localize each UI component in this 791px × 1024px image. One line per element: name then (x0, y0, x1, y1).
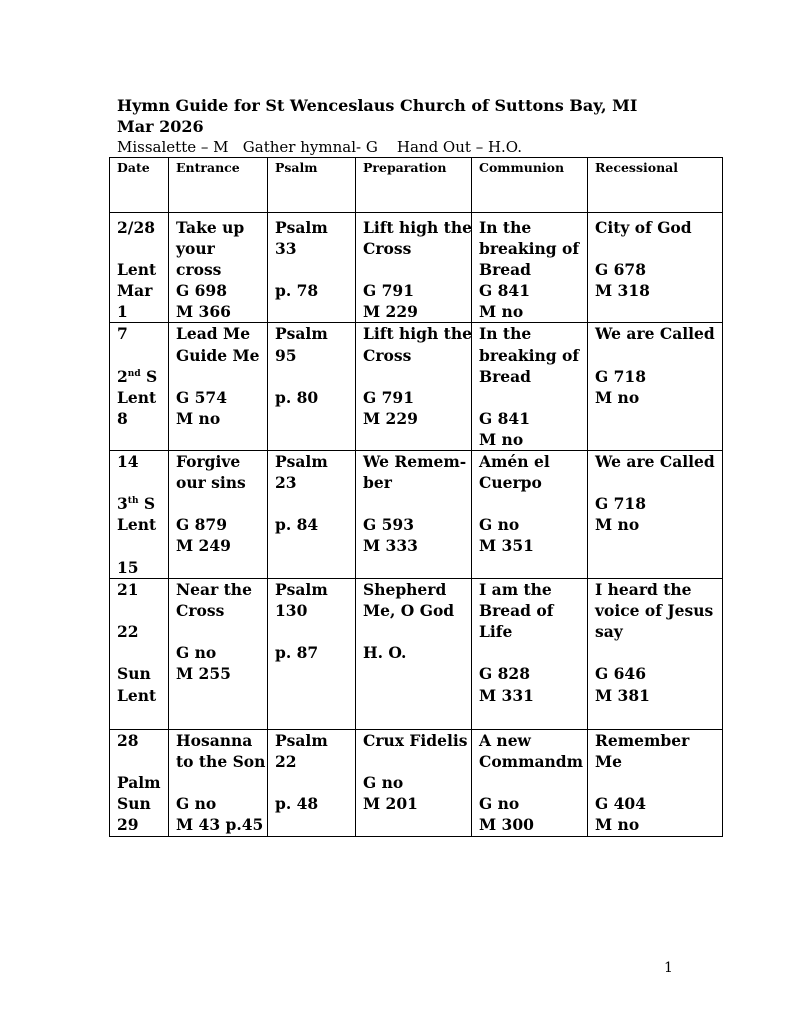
cell-line: H. O. (363, 643, 407, 663)
cell-line: M 229 (363, 408, 418, 428)
cell-line: Bread (479, 366, 532, 386)
ordinal-suffix: nd (127, 368, 141, 379)
cell-line: 14 (117, 452, 139, 472)
cell-line: Lift high the (363, 324, 472, 344)
cell-line: Amén el (479, 452, 550, 472)
ordinal-rest: S (138, 494, 156, 514)
cell-line: 22 (117, 622, 139, 642)
cell-line (363, 366, 471, 387)
cell-line: Take up (176, 218, 245, 237)
cell-line: ber (363, 473, 392, 493)
hymn-table (109, 157, 723, 837)
cell-line: Bread (479, 260, 532, 280)
cell-line: Forgive (176, 452, 241, 472)
cell-line: M no (176, 408, 221, 428)
communion-cell (472, 730, 588, 837)
ordinal-number: 3 (117, 494, 128, 514)
column-header-date: Date (110, 158, 169, 213)
entrance-cell (169, 730, 268, 837)
cell-line: p. 80 (275, 387, 319, 407)
cell-line (117, 600, 168, 621)
cell-line: Sun (117, 664, 151, 684)
cell-line: G 646 (595, 664, 646, 684)
cell-line: M 318 (595, 281, 650, 301)
psalm-cell (268, 451, 356, 579)
column-header-recessional: Recessional (588, 158, 723, 213)
cell-line: G 698 (176, 281, 227, 301)
cell-line: your (176, 239, 215, 259)
cell-line: to the Son (176, 752, 266, 772)
table-row (110, 323, 723, 451)
cell-line: 130 (275, 601, 308, 621)
cell-line: G no (176, 643, 217, 663)
cell-line (363, 751, 471, 772)
cell-line: In the (479, 218, 532, 237)
cell-line: 29 (117, 815, 139, 835)
cell-line (479, 772, 587, 793)
column-header-communion: Communion (472, 158, 588, 213)
sunday-ordinal (117, 366, 168, 387)
psalm-cell (268, 213, 356, 323)
cell-line: cross (176, 260, 222, 280)
table-header-row (110, 158, 723, 213)
cell-line: breaking of (479, 345, 580, 365)
date-cell (110, 730, 169, 837)
cell-line: I am the (479, 580, 552, 600)
cell-line: 28 (117, 731, 139, 751)
psalm-cell (268, 323, 356, 451)
cell-line (117, 345, 168, 366)
recessional-cell (588, 451, 723, 579)
table-row (110, 579, 723, 730)
cell-line (479, 642, 587, 663)
cell-line: Me, O God (363, 601, 455, 621)
cell-line: M no (479, 429, 524, 449)
hymnal-legend: Missalette – M Gather hymnal- G Hand Out – H.O. (117, 138, 522, 156)
cell-line: I heard the (595, 580, 692, 600)
communion-cell (472, 323, 588, 451)
cell-line (479, 493, 587, 514)
cell-line: Life (479, 622, 513, 642)
date-cell (110, 323, 169, 451)
communion-cell (472, 579, 588, 730)
cell-line: Bread of (479, 601, 554, 621)
cell-line: 21 (117, 580, 139, 600)
cell-line: A new (479, 731, 531, 751)
cell-line: Lent (117, 685, 157, 705)
cell-line: M no (595, 387, 640, 407)
cell-line: City of God (595, 218, 692, 237)
cell-line (363, 621, 471, 642)
cell-line: G no (363, 773, 404, 793)
cell-line (363, 259, 471, 280)
cell-line: M 255 (176, 664, 231, 684)
cell-line: G no (479, 794, 520, 814)
cell-line: M 300 (479, 815, 534, 835)
entrance-cell (169, 579, 268, 730)
psalm-cell (268, 730, 356, 837)
table-row (110, 451, 723, 579)
cell-line: Me (595, 752, 623, 772)
date-cell (110, 213, 169, 323)
cell-line: Crux Fidelis (363, 731, 468, 751)
communion-cell (472, 451, 588, 579)
cell-line: Cross (176, 601, 225, 621)
cell-line: Guide Me (176, 345, 260, 365)
cell-line: Shepherd (363, 580, 447, 600)
cell-line: G 404 (595, 794, 646, 814)
cell-line: G 718 (595, 366, 646, 386)
entrance-cell (169, 213, 268, 323)
cell-line: Commandm (479, 752, 584, 772)
column-header-psalm: Psalm (268, 158, 356, 213)
cell-line: M 366 (176, 302, 231, 322)
cell-line: G 791 (363, 387, 414, 407)
sunday-ordinal (117, 493, 168, 514)
cell-line: G 678 (595, 260, 646, 280)
preparation-cell (356, 213, 472, 323)
cell-line: In the (479, 324, 532, 344)
cell-line: Psalm (275, 324, 328, 344)
date-cell (110, 579, 169, 730)
column-header-preparation: Preparation (356, 158, 472, 213)
cell-line: 1 (117, 302, 128, 322)
cell-line (275, 493, 355, 514)
cell-line: 7 (117, 324, 128, 344)
cell-line: Cuerpo (479, 473, 542, 493)
cell-line: 22 (275, 752, 297, 772)
cell-line: p. 87 (275, 643, 319, 663)
recessional-cell (588, 730, 723, 837)
date-cell (110, 451, 169, 579)
cell-line: 8 (117, 408, 128, 428)
ordinal-rest: S (140, 366, 158, 386)
cell-line (363, 493, 471, 514)
cell-line: Psalm (275, 731, 328, 751)
cell-line: G no (479, 515, 520, 535)
cell-line: Palm (117, 773, 161, 793)
cell-line (275, 366, 355, 387)
cell-line: G 791 (363, 281, 414, 301)
cell-line (176, 772, 267, 793)
communion-cell (472, 213, 588, 323)
cell-line: Remember (595, 731, 690, 751)
cell-line: M no (479, 302, 524, 322)
cell-line: We are Called (595, 324, 715, 344)
cell-line: Cross (363, 345, 412, 365)
cell-line: M 201 (363, 794, 418, 814)
cell-line (595, 472, 722, 493)
cell-line: Mar (117, 281, 153, 301)
entrance-cell (169, 451, 268, 579)
cell-line: Sun (117, 794, 151, 814)
cell-line (479, 387, 587, 408)
cell-line: Psalm (275, 580, 328, 600)
document-date: Mar 2026 (117, 117, 204, 136)
preparation-cell (356, 323, 472, 451)
cell-line: G 879 (176, 515, 227, 535)
preparation-cell (356, 451, 472, 579)
cell-line: 33 (275, 239, 297, 259)
cell-line: Lent (117, 515, 157, 535)
cell-line (117, 751, 168, 772)
cell-line: G no (176, 794, 217, 814)
cell-line: G 718 (595, 494, 646, 514)
cell-line (275, 259, 355, 280)
cell-line: M 351 (479, 536, 534, 556)
preparation-cell (356, 579, 472, 730)
cell-line: Lent (117, 260, 157, 280)
cell-line: 95 (275, 345, 297, 365)
cell-line (117, 238, 168, 259)
cell-line (117, 642, 168, 663)
cell-line: voice of Jesus (595, 601, 714, 621)
ordinal-number: 2 (117, 366, 128, 386)
cell-line (275, 772, 355, 793)
preparation-cell (356, 730, 472, 837)
recessional-cell (588, 579, 723, 730)
page-number: 1 (664, 960, 673, 976)
cell-line: M 331 (479, 685, 534, 705)
cell-line: M 229 (363, 302, 418, 322)
cell-line: M no (595, 515, 640, 535)
document-title: Hymn Guide for St Wenceslaus Church of Suttons Bay, MI (117, 96, 638, 115)
table-row (110, 213, 723, 323)
cell-line (117, 472, 168, 493)
cell-line (176, 493, 267, 514)
cell-line (117, 535, 168, 556)
cell-line: p. 78 (275, 281, 319, 301)
cell-line: 23 (275, 473, 297, 493)
cell-line: Hosanna (176, 731, 253, 751)
psalm-cell (268, 579, 356, 730)
cell-line: G 574 (176, 387, 227, 407)
cell-line: M 249 (176, 536, 231, 556)
column-header-entrance: Entrance (169, 158, 268, 213)
cell-line: 2/28 (117, 218, 156, 237)
cell-line: Lift high the (363, 218, 472, 237)
cell-line: p. 48 (275, 794, 319, 814)
document-header (117, 95, 737, 157)
cell-line: 15 (117, 557, 139, 577)
cell-line: We are Called (595, 452, 715, 472)
cell-line: Psalm (275, 218, 328, 237)
cell-line: G 841 (479, 281, 530, 301)
cell-line: M 381 (595, 685, 650, 705)
cell-line: Cross (363, 239, 412, 259)
cell-line: p. 84 (275, 515, 319, 535)
cell-line (176, 621, 267, 642)
recessional-cell (588, 323, 723, 451)
cell-line: G 841 (479, 408, 530, 428)
cell-line: Near the (176, 580, 252, 600)
cell-line: G 593 (363, 515, 414, 535)
cell-line (595, 238, 722, 259)
cell-line: say (595, 622, 623, 642)
cell-line: We Remem- (363, 452, 467, 472)
cell-line: Lead Me (176, 324, 251, 344)
cell-line: M 333 (363, 536, 418, 556)
cell-line (595, 772, 722, 793)
table-row (110, 730, 723, 837)
cell-line: M no (595, 815, 640, 835)
recessional-cell (588, 213, 723, 323)
cell-line: our sins (176, 473, 246, 493)
cell-line (176, 366, 267, 387)
cell-line (595, 345, 722, 366)
cell-line: G 828 (479, 664, 530, 684)
entrance-cell (169, 323, 268, 451)
cell-line: Psalm (275, 452, 328, 472)
cell-line (275, 621, 355, 642)
ordinal-suffix: th (127, 496, 139, 507)
cell-line: breaking of (479, 239, 580, 259)
cell-line (595, 642, 722, 663)
cell-line: M 43 p.45 (176, 815, 264, 835)
cell-line: Lent (117, 387, 157, 407)
